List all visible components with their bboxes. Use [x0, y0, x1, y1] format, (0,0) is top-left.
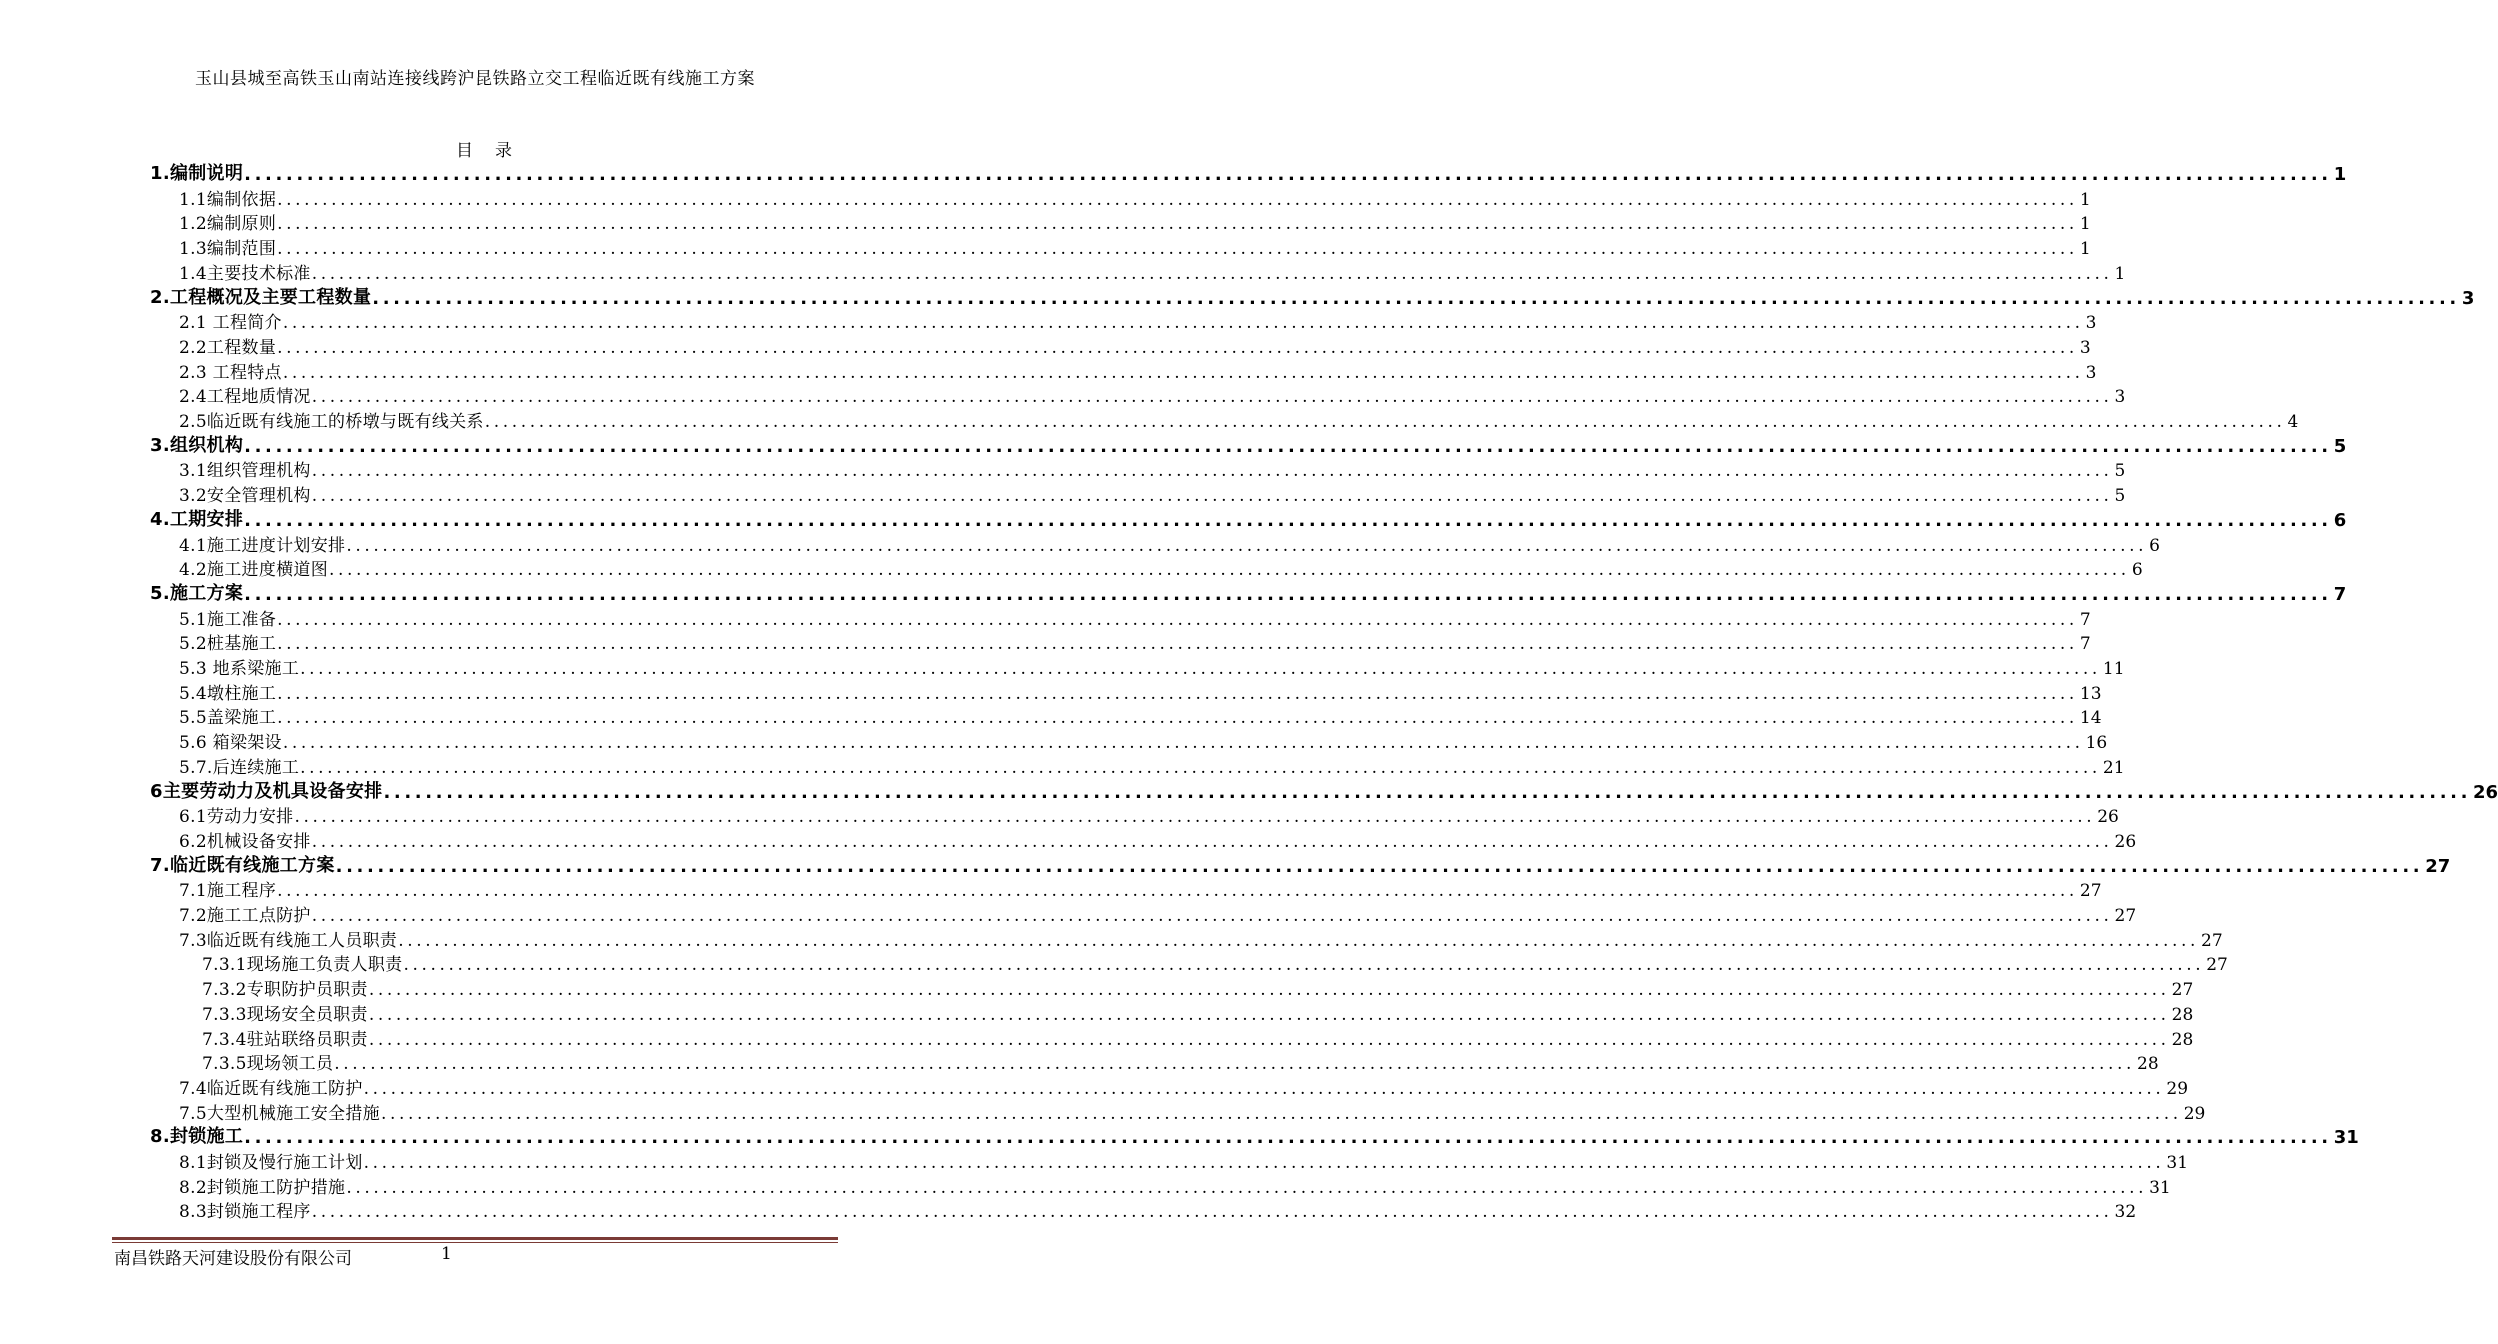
toc-entry-page-number: 4: [2287, 412, 2299, 432]
toc-entry-page-number: 7: [2079, 634, 2091, 655]
toc-entry[interactable]: [179, 531, 2160, 556]
toc-dot-leader: ........................................................................................................................................................................................................: [277, 708, 2078, 729]
toc-entry[interactable]: [179, 679, 2102, 704]
toc-dot-leader: ........................................................................................................................................................................................................: [380, 1103, 2182, 1124]
toc-dot-leader: ........................................................................................................................................................................................................: [277, 609, 2078, 630]
toc-entry[interactable]: [150, 284, 2475, 309]
toc-entry[interactable]: [179, 1197, 2137, 1223]
toc-entry-label: 7.2施工工点防护: [179, 906, 311, 926]
toc-entry-page-number: 5: [2333, 435, 2347, 457]
toc-entry-label: 7.3临近既有线施工人员职责: [179, 930, 398, 951]
toc-entry-label: 5.施工方案: [150, 582, 244, 604]
toc-entry-label: 7.1施工程序: [179, 881, 277, 902]
toc-entry-page-number: 26: [2114, 831, 2137, 852]
toc-entry[interactable]: [179, 358, 2097, 383]
toc-entry-page-number: 3: [2461, 287, 2475, 309]
toc-entry-page-number: 31: [2333, 1127, 2359, 1149]
toc-dot-leader: ........................................................................................................................................................................................................: [484, 412, 2286, 432]
toc-entry[interactable]: [179, 259, 2126, 284]
toc-dot-leader: ........................................................................................................................................................................................................: [244, 583, 2332, 605]
toc-entry-label: 1.4主要技术标准: [179, 263, 311, 284]
toc-entry-page-number: 14: [2079, 708, 2102, 729]
toc-dot-leader: ........................................................................................................................................................................................................: [244, 435, 2332, 457]
toc-dot-leader: ........................................................................................................................................................................................................: [372, 287, 2460, 309]
toc-dot-leader: ........................................................................................................................................................................................................: [346, 535, 2148, 556]
toc-entry-label: 8.封锁施工: [150, 1126, 244, 1148]
toc-entry[interactable]: [202, 950, 2228, 976]
toc-entry-label: 1.1编制依据: [179, 189, 277, 210]
toc-dot-leader: ........................................................................................................................................................................................................: [277, 337, 2078, 358]
toc-dot-leader: ........................................................................................................................................................................................................: [368, 980, 2170, 1001]
toc-entry-page-number: 1: [2333, 164, 2347, 185]
toc-entry-page-number: 27: [2171, 980, 2194, 1001]
toc-entry-label: 1.3编制范围: [179, 239, 277, 260]
toc-entry-label: 7.3.1现场施工负责人职责: [202, 955, 403, 976]
toc-entry-page-number: 5: [2114, 461, 2126, 482]
toc-dot-leader: ........................................................................................................................................................................................................: [277, 881, 2078, 902]
toc-entry[interactable]: [202, 1025, 2194, 1050]
toc-entry-label: 7.临近既有线施工方案: [150, 854, 335, 876]
toc-entry[interactable]: [179, 456, 2126, 482]
toc-entry[interactable]: [179, 629, 2091, 655]
toc-entry-page-number: 13: [2079, 683, 2102, 704]
toc-dot-leader: ........................................................................................................................................................................................................: [277, 634, 2078, 655]
toc-entry[interactable]: [179, 654, 2125, 679]
toc-dot-leader: ........................................................................................................................................................................................................: [311, 1202, 2113, 1223]
toc-entry[interactable]: [150, 160, 2347, 185]
toc-entry-page-number: 27: [2114, 906, 2137, 926]
toc-entry-page-number: 6: [2131, 560, 2143, 581]
toc-entry[interactable]: [179, 901, 2137, 926]
toc-entry-label: 8.1封锁及慢行施工计划: [179, 1153, 363, 1173]
toc-entry[interactable]: [179, 728, 2108, 754]
toc-entry-label: 3.2安全管理机构: [179, 486, 311, 507]
toc-entry[interactable]: [150, 580, 2347, 605]
footer-company-name: 南昌铁路天河建设股份有限公司: [114, 1249, 352, 1269]
toc-dot-leader: ........................................................................................................................................................................................................: [277, 239, 2078, 260]
toc-dot-leader: ........................................................................................................................................................................................................: [282, 362, 2084, 383]
toc-entry-label: 6.1劳动力安排: [179, 807, 294, 828]
toc-entry[interactable]: [179, 827, 2137, 852]
toc-entry-label: 6主要劳动力及机具设备安排: [150, 780, 383, 802]
toc-dot-leader: ........................................................................................................................................................................................................: [300, 757, 2101, 778]
toc-dot-leader: ........................................................................................................................................................................................................: [300, 659, 2101, 679]
toc-entry[interactable]: [179, 926, 2223, 951]
toc-entry-label: 8.3封锁施工程序: [179, 1202, 311, 1223]
footer-divider-thick: [112, 1237, 838, 1240]
toc-entry[interactable]: [179, 407, 2299, 432]
toc-entry-label: 7.3.4驻站联络员职责: [202, 1029, 368, 1050]
toc-entry-label: 5.3 地系梁施工: [179, 659, 300, 679]
toc-entry-label: 2.1 工程简介: [179, 313, 282, 334]
toc-entry-label: 5.5盖梁施工: [179, 708, 277, 729]
toc-dot-leader: ........................................................................................................................................................................................................: [403, 955, 2205, 976]
toc-entry-label: 2.5临近既有线施工的桥墩与既有线关系: [179, 412, 484, 432]
toc-entry[interactable]: [202, 1049, 2159, 1075]
page-header-title: 玉山县城至高铁玉山南站连接线跨沪昆铁路立交工程临近既有线施工方案: [195, 69, 755, 89]
toc-entry-page-number: 1: [2079, 239, 2091, 260]
toc-entry[interactable]: [202, 975, 2194, 1001]
toc-entry-page-number: 11: [2102, 659, 2125, 679]
toc-entry-label: 5.6 箱梁架设: [179, 733, 282, 754]
toc-entry-page-number: 3: [2114, 387, 2126, 408]
toc-entry-label: 7.3.5现场领工员: [202, 1054, 334, 1075]
toc-dot-leader: ........................................................................................................................................................................................................: [363, 1078, 2165, 1099]
toc-dot-leader: ........................................................................................................................................................................................................: [334, 1054, 2136, 1075]
toc-dot-leader: ........................................................................................................................................................................................................: [346, 1177, 2148, 1198]
toc-dot-leader: ........................................................................................................................................................................................................: [368, 1029, 2170, 1050]
toc-entry-label: 2.工程概况及主要工程数量: [150, 286, 372, 308]
toc-entry-page-number: 1: [2114, 263, 2126, 284]
toc-dot-leader: ........................................................................................................................................................................................................: [398, 930, 2200, 951]
toc-entry-label: 6.2机械设备安排: [179, 831, 311, 852]
toc-dot-leader: ........................................................................................................................................................................................................: [294, 807, 2096, 828]
toc-entry[interactable]: [179, 1074, 2189, 1099]
toc-entry-page-number: 3: [2079, 337, 2091, 358]
toc-entry-page-number: 3: [2085, 362, 2097, 383]
toc-entry-page-number: 31: [2149, 1177, 2171, 1198]
toc-entry-label: 3.1组织管理机构: [179, 461, 311, 482]
toc-entry-label: 2.2工程数量: [179, 337, 277, 358]
toc-entry-label: 7.4临近既有线施工防护: [179, 1078, 363, 1099]
toc-entry-label: 8.2封锁施工防护措施: [179, 1177, 346, 1198]
toc-entry[interactable]: [179, 481, 2126, 507]
toc-dot-leader: ........................................................................................................................................................................................................: [244, 164, 2332, 185]
toc-entry[interactable]: [179, 876, 2102, 902]
toc-dot-leader: ........................................................................................................................................................................................................: [311, 906, 2113, 926]
toc-entry[interactable]: [179, 753, 2125, 778]
toc-entry-page-number: 26: [2473, 781, 2498, 803]
toc-entry[interactable]: [179, 185, 2091, 210]
toc-entry-page-number: 28: [2171, 1004, 2194, 1025]
toc-dot-leader: ........................................................................................................................................................................................................: [277, 683, 2078, 704]
toc-entry-page-number: 31: [2166, 1153, 2189, 1173]
toc-dot-leader: ........................................................................................................................................................................................................: [244, 1127, 2332, 1149]
toc-entry-page-number: 3: [2085, 313, 2097, 334]
toc-entry-label: 3.组织机构: [150, 434, 244, 456]
toc-entry-label: 5.4墩柱施工: [179, 683, 277, 704]
toc-entry-page-number: 21: [2102, 757, 2125, 778]
toc-dot-leader: ........................................................................................................................................................................................................: [311, 461, 2113, 482]
toc-entry[interactable]: [179, 703, 2102, 729]
toc-dot-leader: ........................................................................................................................................................................................................: [311, 486, 2113, 507]
toc-entry[interactable]: [150, 852, 2451, 877]
toc-entry-page-number: 32: [2114, 1202, 2137, 1223]
toc-entry[interactable]: [150, 778, 2498, 803]
toc-entry[interactable]: [179, 209, 2091, 235]
toc-entry-page-number: 29: [2166, 1078, 2189, 1099]
toc-entry[interactable]: [179, 555, 2143, 581]
toc-dot-leader: ........................................................................................................................................................................................................: [368, 1004, 2170, 1025]
toc-dot-leader: ........................................................................................................................................................................................................: [244, 509, 2332, 531]
toc-dot-leader: ........................................................................................................................................................................................................: [277, 214, 2078, 235]
toc-dot-leader: ........................................................................................................................................................................................................: [363, 1153, 2165, 1173]
toc-entry-label: 1.编制说明: [150, 163, 244, 184]
footer-page-number: 1: [441, 1244, 452, 1264]
toc-entry-label: 7.5大型机械施工安全措施: [179, 1103, 380, 1124]
toc-entry[interactable]: [179, 382, 2126, 408]
toc-entry-page-number: 29: [2183, 1103, 2206, 1124]
toc-entry-label: 5.2桩基施工: [179, 634, 277, 655]
toc-entry[interactable]: [179, 1173, 2171, 1198]
toc-entry-page-number: 6: [2149, 535, 2160, 556]
toc-entry-label: 2.3 工程特点: [179, 362, 282, 383]
toc-entry-label: 7.3.2专职防护员职责: [202, 980, 368, 1001]
toc-entry[interactable]: [150, 1123, 2359, 1149]
toc-entry-label: 1.2编制原则: [179, 214, 277, 235]
toc-entry-page-number: 27: [2201, 930, 2223, 951]
toc-entry[interactable]: [179, 1148, 2189, 1173]
toc-entry[interactable]: [179, 605, 2091, 630]
toc-entry-page-number: 28: [2171, 1029, 2194, 1050]
toc-entry[interactable]: [179, 234, 2091, 260]
toc-entry-page-number: 7: [2333, 583, 2347, 605]
toc-entry-label: 7.3.3现场安全员职责: [202, 1004, 368, 1025]
toc-entry-label: 5.7.后连续施工: [179, 757, 300, 778]
toc-dot-leader: ........................................................................................................................................................................................................: [335, 855, 2424, 877]
footer-divider-thin: [112, 1242, 838, 1243]
toc-entry-label: 4.工期安排: [150, 508, 244, 530]
toc-dot-leader: ........................................................................................................................................................................................................: [383, 781, 2472, 803]
toc-entry-page-number: 7: [2079, 609, 2091, 630]
toc-entry[interactable]: [150, 506, 2347, 531]
toc-entry[interactable]: [179, 1099, 2206, 1124]
toc-entry[interactable]: [202, 1000, 2194, 1025]
toc-title: 目录: [456, 141, 534, 161]
toc-dot-leader: ........................................................................................................................................................................................................: [311, 387, 2113, 408]
toc-entry[interactable]: [179, 802, 2119, 828]
toc-dot-leader: ........................................................................................................................................................................................................: [282, 733, 2084, 754]
toc-entry[interactable]: [179, 308, 2097, 334]
toc-entry-page-number: 1: [2079, 214, 2091, 235]
toc-entry-label: 2.4工程地质情况: [179, 387, 311, 408]
toc-dot-leader: ........................................................................................................................................................................................................: [277, 189, 2078, 210]
toc-entry-page-number: 28: [2137, 1054, 2159, 1075]
toc-entry-page-number: 27: [2425, 855, 2451, 877]
toc-dot-leader: ........................................................................................................................................................................................................: [329, 560, 2130, 581]
toc-entry-page-number: 27: [2079, 881, 2102, 902]
toc-entry-page-number: 27: [2206, 955, 2228, 976]
toc-entry-label: 4.1施工进度计划安排: [179, 535, 346, 556]
toc-dot-leader: ........................................................................................................................................................................................................: [311, 263, 2113, 284]
toc-entry-page-number: 6: [2333, 509, 2347, 531]
toc-entry[interactable]: [150, 432, 2347, 457]
toc-entry-label: 4.2施工进度横道图: [179, 560, 329, 581]
toc-entry-page-number: 1: [2079, 189, 2091, 210]
toc-dot-leader: ........................................................................................................................................................................................................: [282, 313, 2084, 334]
toc-entry-page-number: 26: [2097, 807, 2119, 828]
toc-entry-label: 5.1施工准备: [179, 609, 277, 630]
toc-entry[interactable]: [179, 333, 2091, 358]
toc-entry-page-number: 5: [2114, 486, 2126, 507]
toc-entry-page-number: 16: [2085, 733, 2108, 754]
toc-dot-leader: ........................................................................................................................................................................................................: [311, 831, 2113, 852]
